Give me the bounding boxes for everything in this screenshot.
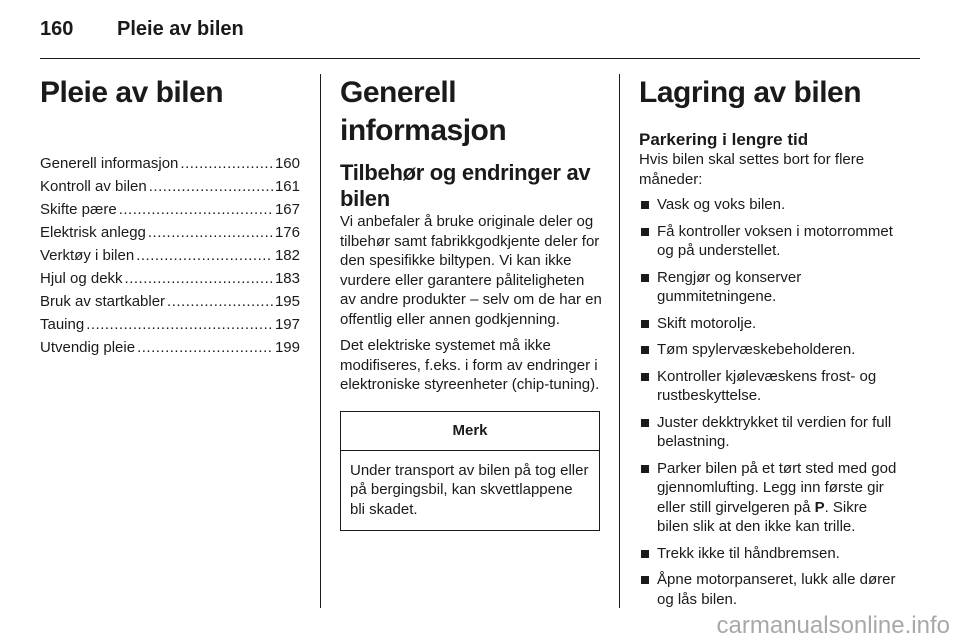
- watermark-text: carmanualsonline.info: [716, 612, 950, 639]
- table-of-contents: [40, 152, 300, 359]
- toc-entry-title: Hjul og dekk: [40, 270, 123, 287]
- toc-entry-title: Verktøy i bilen: [40, 247, 135, 264]
- toc-leader: [149, 175, 273, 198]
- list-item: [639, 459, 901, 537]
- list-item: [639, 222, 901, 261]
- toc-leader: [137, 336, 273, 359]
- square-bullet-icon: [641, 465, 649, 473]
- page-number: 160: [40, 18, 74, 40]
- toc-leader: [167, 290, 273, 313]
- toc-entry[interactable]: [40, 198, 300, 221]
- column-divider-left: [320, 74, 321, 608]
- list-item-text: Rengjør og konserver gummitetningene.: [657, 268, 802, 305]
- list-item: [639, 314, 901, 334]
- list-item-text: Åpne motorpanseret, lukk alle dører og lås bilen.: [657, 571, 896, 608]
- toc-leader: [148, 221, 273, 244]
- list-item: [639, 367, 901, 406]
- note-title: Merk: [341, 412, 599, 451]
- square-bullet-icon: [641, 373, 649, 381]
- toc-entry-page: 176: [274, 224, 300, 241]
- list-item: [639, 544, 901, 564]
- intro-paragraph: Hvis bilen skal settes bort for flere måneder:: [639, 151, 865, 188]
- toc-entry[interactable]: [40, 175, 300, 198]
- note-text: Under transport av bilen på tog eller på bergingsbil, kan skvettlappene bli skadet.: [350, 461, 589, 518]
- list-item: [639, 268, 901, 307]
- list-item-text-part: Parker bilen på et tørt sted med god gjennomlufting. Legg inn første gir eller still girvelgeren på: [657, 459, 897, 516]
- list-item-text: Få kontroller voksen i motorrommet og på understellet.: [657, 222, 893, 259]
- toc-entry-title: Utvendig pleie: [40, 339, 136, 356]
- toc-entry-title: Elektrisk anlegg: [40, 224, 146, 241]
- section-title: Generell informasjon: [340, 76, 507, 147]
- list-item-text: Tøm spylervæskebeholderen.: [657, 341, 856, 358]
- list-item-text: Trekk ikke til håndbremsen.: [657, 544, 840, 562]
- square-bullet-icon: [641, 346, 649, 354]
- body-paragraph: Det elektriske systemet må ikke modifiseres, f.eks. i form av endringer i elektroniske styreenheter (chip-tuning).: [340, 337, 600, 393]
- chapter-title: Pleie av bilen: [40, 76, 224, 109]
- note-box: [340, 411, 600, 532]
- toc-entry-page: 167: [274, 201, 300, 218]
- toc-entry-title: Generell informasjon: [40, 155, 179, 172]
- toc-leader: [125, 267, 273, 290]
- toc-entry[interactable]: [40, 336, 300, 359]
- toc-entry-page: 161: [274, 178, 300, 195]
- toc-entry-page: 183: [274, 270, 300, 287]
- toc-leader: [86, 313, 273, 336]
- toc-entry-title: Bruk av startkabler: [40, 293, 166, 310]
- list-item: [639, 570, 901, 609]
- square-bullet-icon: [641, 550, 649, 558]
- list-item-text: Skift motorolje.: [657, 314, 757, 332]
- list-item: [639, 413, 901, 452]
- toc-entry-title: Kontroll av bilen: [40, 178, 147, 195]
- subsection-title: Parkering i lengre tid: [639, 130, 809, 149]
- section-title: Lagring av bilen: [639, 76, 862, 109]
- list-item: [639, 340, 901, 360]
- toc-leader: [119, 198, 273, 221]
- square-bullet-icon: [641, 576, 649, 584]
- gear-selector-position: P: [814, 498, 825, 516]
- header-rule: [40, 58, 920, 59]
- toc-entry-page: 182: [274, 247, 300, 264]
- toc-entry-title: Tauing: [40, 316, 85, 333]
- toc-entry-page: 199: [274, 339, 300, 356]
- left-column: [40, 74, 300, 359]
- square-bullet-icon: [641, 274, 649, 282]
- toc-entry[interactable]: [40, 221, 300, 244]
- toc-entry-title: Skifte pære: [40, 201, 117, 218]
- toc-entry-page: 197: [274, 316, 300, 333]
- middle-column: [340, 74, 602, 531]
- column-divider-right: [619, 74, 620, 608]
- toc-entry[interactable]: [40, 267, 300, 290]
- toc-entry-page: 195: [274, 293, 300, 310]
- toc-entry[interactable]: [40, 244, 300, 267]
- storage-checklist: [639, 195, 901, 609]
- toc-entry[interactable]: [40, 152, 300, 175]
- list-item: [639, 195, 901, 215]
- note-body: [341, 451, 599, 531]
- running-header-title: Pleie av bilen: [117, 18, 244, 40]
- body-paragraph: Vi anbefaler å bruke originale deler og tilbehør samt fabrikkgodkjente deler for den spesifikke biltypen. Vi kan ikke vurdere eller garantere påliteligheten av andre produkter – selv om de har en offentlig eller annen godkjenning.: [340, 213, 602, 328]
- subsection-title: Tilbehør og endringer av bilen: [340, 160, 591, 211]
- square-bullet-icon: [641, 320, 649, 328]
- toc-entry[interactable]: [40, 290, 300, 313]
- list-item-text-part: . Sikre bilen slik at den ikke kan trille.: [657, 498, 868, 535]
- toc-leader: [136, 244, 273, 267]
- toc-entry-page: 160: [274, 155, 300, 172]
- square-bullet-icon: [641, 201, 649, 209]
- list-item-text: Kontroller kjølevæskens frost- og rustbeskyttelse.: [657, 367, 877, 404]
- toc-entry[interactable]: [40, 313, 300, 336]
- toc-leader: [180, 152, 273, 175]
- right-column: [639, 74, 901, 616]
- square-bullet-icon: [641, 228, 649, 236]
- list-item-text: Vask og voks bilen.: [657, 196, 786, 213]
- square-bullet-icon: [641, 419, 649, 427]
- list-item-text: Juster dekktrykket til verdien for full belastning.: [657, 413, 892, 450]
